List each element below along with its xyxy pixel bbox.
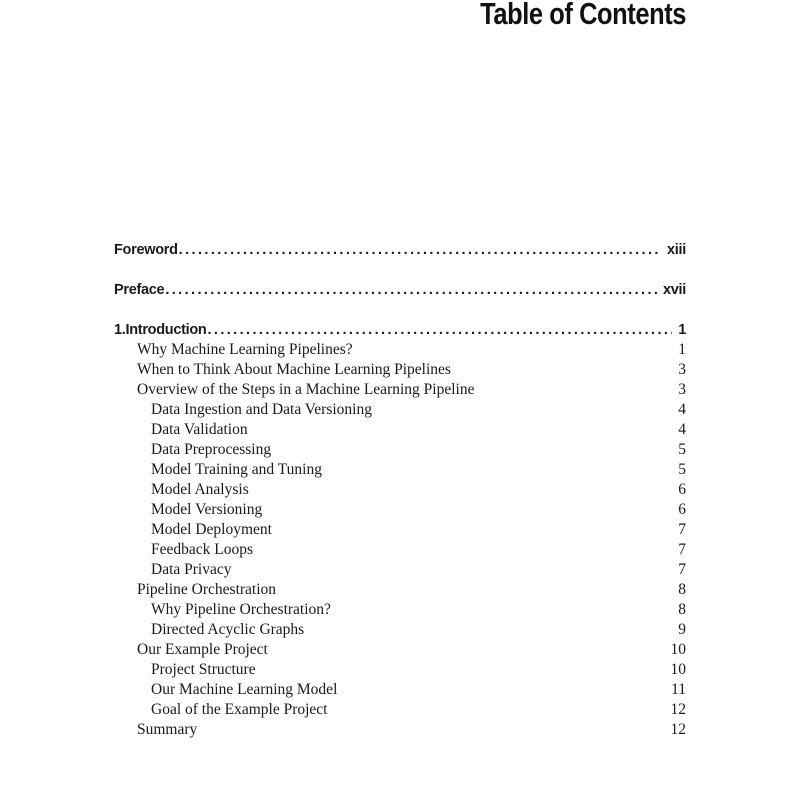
toc-subsection[interactable] <box>114 660 686 680</box>
subsection-page: 8 <box>678 601 686 618</box>
section-page: 3 <box>678 381 686 398</box>
toc-list <box>114 240 686 740</box>
toc-subsection[interactable] <box>114 600 686 620</box>
subsection-title: Model Deployment <box>151 521 272 538</box>
section-page: 1 <box>678 341 686 358</box>
section-title: Why Machine Learning Pipelines? <box>137 341 353 358</box>
toc-entry-page: xvii <box>663 282 686 298</box>
subsection-title: Model Training and Tuning <box>151 461 322 478</box>
toc-chapter-1[interactable] <box>114 320 686 340</box>
section-title: Overview of the Steps in a Machine Learning Pipeline <box>137 381 475 398</box>
subsection-title: Why Pipeline Orchestration? <box>151 601 331 618</box>
toc-section[interactable] <box>114 640 686 660</box>
toc-section[interactable] <box>114 380 686 400</box>
toc-subsection[interactable] <box>114 520 686 540</box>
toc-subsection[interactable] <box>114 560 686 580</box>
subsection-title: Data Ingestion and Data Versioning <box>151 401 372 418</box>
subsection-page: 5 <box>678 441 686 458</box>
subsection-title: Data Privacy <box>151 561 232 578</box>
chapter-title: Introduction <box>125 322 207 338</box>
section-title: Summary <box>137 721 198 738</box>
toc-subsection[interactable] <box>114 460 686 480</box>
subsection-page: 6 <box>678 501 686 518</box>
toc-subsection[interactable] <box>114 620 686 640</box>
section-page: 12 <box>670 721 686 738</box>
subsection-page: 4 <box>678 401 686 418</box>
toc-entry-page: xiii <box>667 242 686 258</box>
subsection-page: 5 <box>678 461 686 478</box>
subsection-title: Model Analysis <box>151 481 249 498</box>
dot-leader <box>165 280 657 300</box>
toc-subsection[interactable] <box>114 400 686 420</box>
section-page: 10 <box>670 641 686 658</box>
dot-leader <box>207 320 672 340</box>
subsection-title: Model Versioning <box>151 501 263 518</box>
section-page: 3 <box>678 361 686 378</box>
toc-subsection[interactable] <box>114 480 686 500</box>
toc-entry-foreword[interactable] <box>114 240 686 260</box>
toc-section[interactable] <box>114 360 686 380</box>
toc-subsection[interactable] <box>114 680 686 700</box>
section-title: When to Think About Machine Learning Pipelines <box>137 361 451 378</box>
subsection-page: 4 <box>678 421 686 438</box>
toc-section[interactable] <box>114 580 686 600</box>
subsection-page: 7 <box>678 561 686 578</box>
toc-subsection[interactable] <box>114 500 686 520</box>
subsection-title: Feedback Loops <box>151 541 254 558</box>
toc-section[interactable] <box>114 340 686 360</box>
toc-subsection[interactable] <box>114 440 686 460</box>
subsection-page: 7 <box>678 521 686 538</box>
toc-subsection[interactable] <box>114 540 686 560</box>
subsection-page: 10 <box>670 661 686 678</box>
subsection-title: Data Validation <box>151 421 248 438</box>
section-title: Pipeline Orchestration <box>137 581 277 598</box>
subsection-page: 9 <box>678 621 686 638</box>
subsection-page: 12 <box>670 701 686 718</box>
toc-entry-title: Foreword <box>114 242 178 258</box>
toc-entry-preface[interactable] <box>114 280 686 300</box>
subsection-title: Our Machine Learning Model <box>151 681 338 698</box>
subsection-page: 7 <box>678 541 686 558</box>
subsection-title: Directed Acyclic Graphs <box>151 621 305 638</box>
chapter-number: 1. <box>114 322 126 338</box>
section-title: Our Example Project <box>137 641 268 658</box>
section-page: 8 <box>678 581 686 598</box>
page-title: Table of Contents <box>480 0 686 31</box>
toc-subsection[interactable] <box>114 700 686 720</box>
chapter-page: 1 <box>678 322 686 338</box>
subsection-title: Goal of the Example Project <box>151 701 328 718</box>
toc-subsection[interactable] <box>114 420 686 440</box>
subsection-title: Project Structure <box>151 661 256 678</box>
dot-leader <box>179 240 661 260</box>
subsection-page: 11 <box>671 681 686 698</box>
toc-entry-title: Preface <box>114 282 165 298</box>
subsection-page: 6 <box>678 481 686 498</box>
subsection-title: Data Preprocessing <box>151 441 272 458</box>
toc-section[interactable] <box>114 720 686 740</box>
